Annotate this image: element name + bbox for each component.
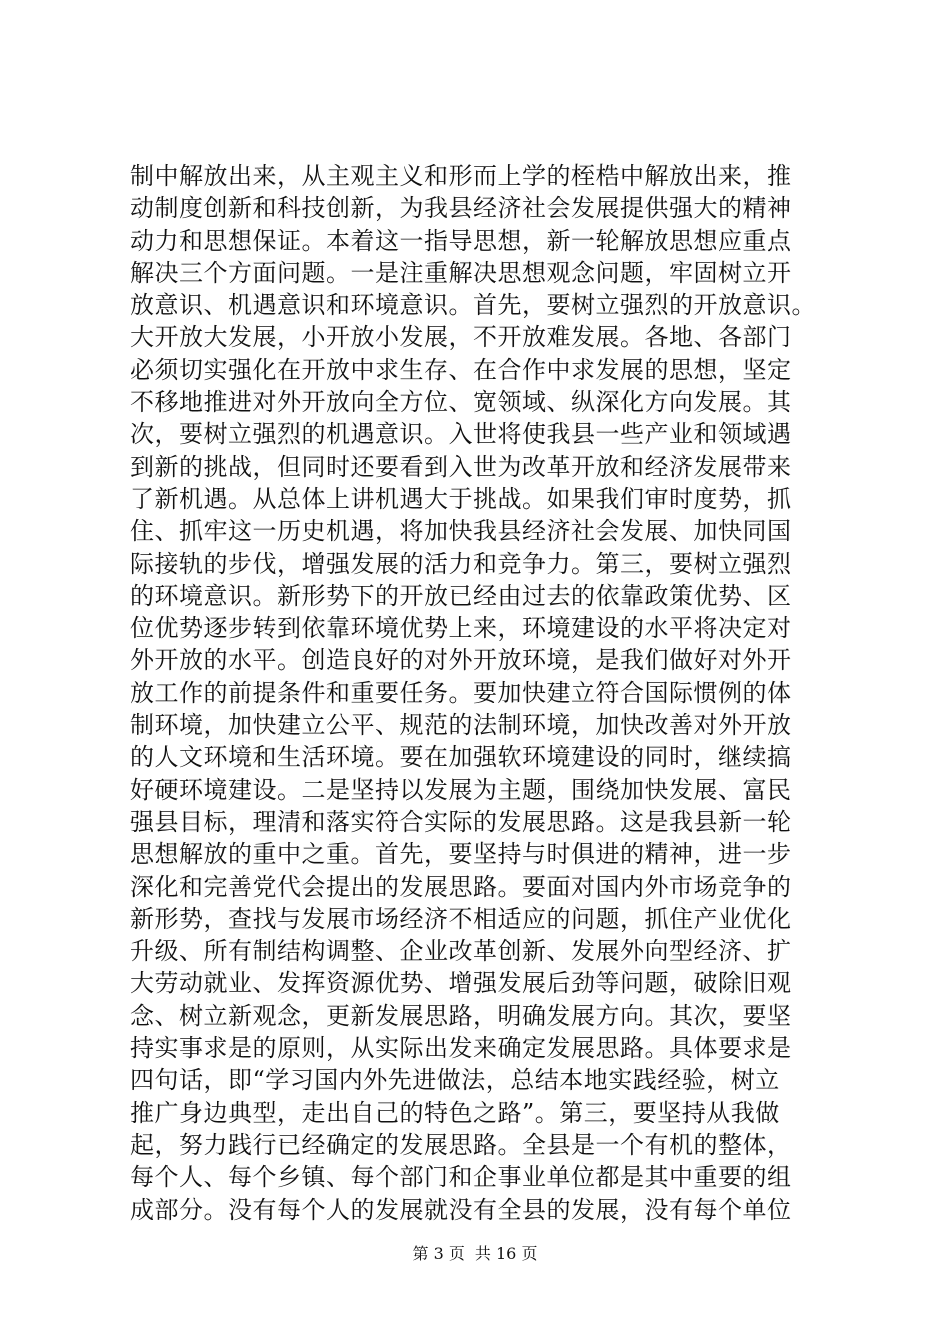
body-text: [130, 160, 850, 1226]
text-line: 强县目标，理清和落实符合实际的发展思路。这是我县新一轮: [130, 807, 792, 836]
text-line: 住、抓牢这一历史机遇，将加快我县经济社会发展、加快同国: [130, 517, 792, 546]
text-line: 大劳动就业、发挥资源优势、增强发展后劲等问题，破除旧观: [130, 969, 792, 998]
text-line: 制中解放出来，从主观主义和形而上学的桎梏中解放出来，推: [130, 162, 792, 190]
text-line: 不移地推进对外开放向全方位、宽领域、纵深化方向发展。其: [130, 388, 792, 417]
text-line: 际接轨的步伐，增强发展的活力和竞争力。第三，要树立强烈: [130, 549, 792, 578]
text-line: 起，努力践行已经确定的发展思路。全县是一个有机的整体，: [130, 1130, 792, 1159]
text-line: 成部分。没有每个人的发展就没有全县的发展，没有每个单位: [130, 1195, 792, 1224]
text-line: 的环境意识。新形势下的开放已经由过去的依靠政策优势、区: [130, 581, 792, 610]
text-line: 动制度创新和科技创新，为我县经济社会发展提供强大的精神: [130, 194, 792, 223]
text-line: 动力和思想保证。本着这一指导思想，新一轮解放思想应重点: [130, 226, 792, 255]
text-line: 好硬环境建设。二是坚持以发展为主题，围绕加快发展、富民: [130, 775, 792, 804]
text-line: 的人文环境和生活环境。要在加强软环境建设的同时，继续搞: [130, 743, 792, 772]
text-line: 了新机遇。从总体上讲机遇大于挑战。如果我们审时度势，抓: [130, 484, 792, 513]
page-number: 第 3 页: [412, 1244, 465, 1263]
text-line: 念、树立新观念，更新发展思路，明确发展方向。其次，要坚: [130, 1001, 792, 1030]
text-line: 深化和完善党代会提出的发展思路。要面对国内外市场竞争的: [130, 872, 792, 901]
text-line: 位优势逐步转到依靠环境优势上来，环境建设的水平将决定对: [130, 614, 792, 643]
text-line: 大开放大发展，小开放小发展，不开放难发展。各地、各部门: [130, 323, 792, 352]
text-line: 解决三个方面问题。一是注重解决思想观念问题，牢固树立开: [130, 258, 792, 287]
text-line: 次，要树立强烈的机遇意识。入世将使我县一些产业和领域遇: [130, 420, 792, 449]
text-line: 必须切实强化在开放中求生存、在合作中求发展的思想，坚定: [130, 355, 792, 384]
text-line: 新形势，查找与发展市场经济不相适应的问题，抓住产业优化: [130, 904, 792, 933]
page-total: 共 16 页: [474, 1244, 538, 1263]
text-line: 思想解放的重中之重。首先，要坚持与时俱进的精神，进一步: [130, 840, 792, 869]
text-line: 外开放的水平。创造良好的对外开放环境，是我们做好对外开: [130, 646, 792, 675]
text-line: 推广身边典型，走出自己的特色之路”。第三，要坚持从我做: [130, 1098, 780, 1127]
text-line: 制环境，加快建立公平、规范的法制环境，加快改善对外开放: [130, 711, 792, 740]
text-line: 到新的挑战，但同时还要看到入世为改革开放和经济发展带来: [130, 452, 792, 481]
page-footer: [0, 1244, 950, 1264]
text-line: 四句话，即“学习国内外先进做法，总结本地实践经验，树立: [130, 1066, 780, 1095]
text-line: 持实事求是的原则，从实际出发来确定发展思路。具体要求是: [130, 1034, 792, 1063]
text-line: 升级、所有制结构调整、企业改革创新、发展外向型经济、扩: [130, 937, 792, 966]
text-line: 放工作的前提条件和重要任务。要加快建立符合国际惯例的体: [130, 678, 792, 707]
text-line: 放意识、机遇意识和环境意识。首先，要树立强烈的开放意识。: [130, 291, 816, 320]
text-line: 每个人、每个乡镇、每个部门和企事业单位都是其中重要的组: [130, 1163, 792, 1192]
